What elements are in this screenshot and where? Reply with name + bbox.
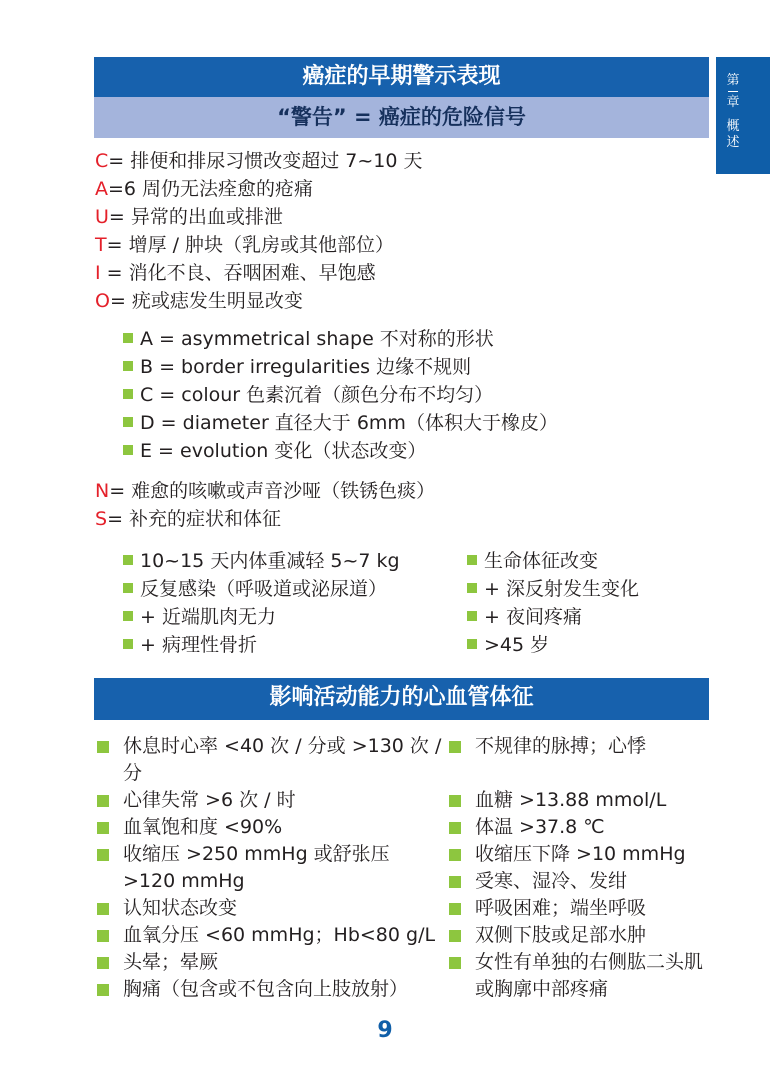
green-square-bullet-icon — [123, 417, 133, 427]
green-square-bullet-icon — [467, 583, 477, 593]
caution-text: =6 周仍无法痊愈的疮痛 — [108, 178, 314, 200]
green-square-bullet-icon — [467, 611, 477, 621]
chapter-tab-char: 概 — [726, 119, 740, 134]
caution-letter: C — [95, 150, 109, 172]
green-square-bullet-icon — [449, 930, 461, 942]
list-item — [467, 547, 639, 575]
caution-text: = 补充的症状和体征 — [107, 508, 282, 530]
list-item — [467, 603, 639, 631]
green-square-bullet-icon — [97, 741, 109, 753]
list-item — [449, 787, 714, 814]
list-item-text: 胸痛（包含或不包含向上肢放射） — [123, 978, 409, 1000]
supplementary-symptoms-left — [123, 547, 400, 659]
spacer — [449, 760, 714, 787]
list-item-text: 双侧下肢或足部水肿 — [475, 924, 647, 946]
list-item-text: >45 岁 — [484, 634, 550, 656]
list-item-text: 呼吸困难；端坐呼吸 — [475, 897, 647, 919]
caution-text: = 难愈的咳嗽或声音沙哑（铁锈色痰） — [109, 480, 436, 502]
chapter-tab-char: 第 — [726, 73, 740, 88]
green-square-bullet-icon — [97, 849, 109, 861]
list-item-text: 认知状态改变 — [123, 897, 238, 919]
green-square-bullet-icon — [449, 741, 461, 753]
chapter-tab-char: 述 — [726, 135, 740, 150]
caution-text: = 消化不良、吞咽困难、早饱感 — [100, 262, 376, 284]
list-item — [123, 603, 400, 631]
list-item-text: 休息时心率 <40 次 / 分或 >130 次 / 分 — [123, 735, 442, 784]
caution-letter: U — [95, 206, 109, 228]
cv-section-title: 影响活动能力的心血管体征 — [94, 678, 709, 718]
list-item-text: D = diameter 直径大于 6mm（体积大于橡皮） — [140, 412, 558, 434]
green-square-bullet-icon — [123, 555, 133, 565]
list-item-text: 血氧饱和度 <90% — [123, 816, 283, 838]
green-square-bullet-icon — [97, 957, 109, 969]
list-item — [97, 949, 447, 976]
chapter-tab-rule — [728, 91, 738, 92]
list-item-text: B = border irregularities 边缘不规则 — [140, 356, 472, 378]
list-item-text: + 近端肌肉无力 — [140, 606, 276, 628]
caution-text: = 增厚 / 肿块（乳房或其他部位） — [106, 234, 395, 256]
list-item — [97, 976, 447, 1003]
green-square-bullet-icon — [449, 876, 461, 888]
list-item-text: 体温 >37.8 ℃ — [475, 816, 605, 838]
melanoma-abcde-list — [123, 325, 558, 465]
list-item-text: 血氧分压 <60 mmHg；Hb<80 g/L — [123, 924, 436, 946]
caution-letter: T — [95, 234, 107, 256]
caution-letter: O — [95, 290, 110, 312]
list-item — [449, 868, 714, 895]
list-item-text: 心律失常 >6 次 / 时 — [123, 789, 296, 811]
green-square-bullet-icon — [449, 957, 461, 969]
green-square-bullet-icon — [97, 984, 109, 996]
green-square-bullet-icon — [123, 583, 133, 593]
green-square-bullet-icon — [97, 795, 109, 807]
list-item — [97, 787, 447, 814]
chapter-tab — [716, 57, 770, 174]
caution-letter: N — [95, 480, 110, 502]
supplementary-symptoms-right — [467, 547, 639, 659]
list-item — [97, 922, 447, 949]
list-item-text: + 深反射发生变化 — [484, 578, 639, 600]
warning-section-subtitle: “警告” = 癌症的危险信号 — [94, 97, 709, 138]
green-square-bullet-icon — [97, 930, 109, 942]
list-item-text: + 夜间疼痛 — [484, 606, 582, 628]
caution-item — [95, 231, 423, 259]
list-item — [449, 841, 714, 868]
list-item-text: 反复感染（呼吸道或泌尿道） — [140, 578, 388, 600]
list-item-text: 血糖 >13.88 mmol/L — [475, 789, 667, 811]
list-item-text: 女性有单独的右侧肱二头肌或胸廓中部疼痛 — [475, 951, 704, 1000]
list-item-text: 生命体征改变 — [484, 550, 599, 572]
cv-signs-right — [449, 733, 714, 1003]
list-item — [97, 895, 447, 922]
list-item — [123, 631, 400, 659]
caution-text: = 疣或痣发生明显改变 — [109, 290, 303, 312]
list-item-text: 不规律的脉搏；心悸 — [475, 735, 647, 757]
list-item-text: C = colour 色素沉着（颜色分布不均匀） — [140, 384, 494, 406]
list-item — [467, 631, 639, 659]
warning-section-title: 癌症的早期警示表现 — [94, 57, 709, 97]
list-item — [449, 949, 714, 1003]
list-item — [123, 575, 400, 603]
list-item — [449, 895, 714, 922]
green-square-bullet-icon — [123, 361, 133, 371]
list-item-text: 收缩压 >250 mmHg 或舒张压 >120 mmHg — [123, 843, 390, 892]
green-square-bullet-icon — [467, 555, 477, 565]
caution-list — [95, 147, 423, 315]
green-square-bullet-icon — [123, 389, 133, 399]
list-item — [97, 841, 447, 895]
list-item — [97, 733, 447, 787]
list-item — [449, 922, 714, 949]
list-item-text: 收缩压下降 >10 mmHg — [475, 843, 686, 865]
list-item — [123, 325, 558, 353]
caution-item — [95, 287, 423, 315]
green-square-bullet-icon — [449, 903, 461, 915]
caution-text: = 排便和排尿习惯改变超过 7~10 天 — [108, 150, 423, 172]
caution-letter: S — [95, 508, 108, 530]
green-square-bullet-icon — [449, 849, 461, 861]
list-item — [449, 814, 714, 841]
caution-item — [95, 477, 435, 505]
list-item — [123, 547, 400, 575]
caution-item — [95, 259, 423, 287]
caution-list-continued — [95, 477, 435, 533]
cv-signs-left — [97, 733, 447, 1003]
caution-item — [95, 175, 423, 203]
green-square-bullet-icon — [467, 639, 477, 649]
caution-item — [95, 505, 435, 533]
green-square-bullet-icon — [97, 903, 109, 915]
list-item — [467, 575, 639, 603]
green-square-bullet-icon — [123, 445, 133, 455]
green-square-bullet-icon — [449, 795, 461, 807]
list-item — [123, 353, 558, 381]
green-square-bullet-icon — [123, 333, 133, 343]
list-item — [123, 437, 558, 465]
caution-text: = 异常的出血或排泄 — [108, 206, 283, 228]
green-square-bullet-icon — [123, 639, 133, 649]
list-item-text: A = asymmetrical shape 不对称的形状 — [140, 328, 494, 350]
green-square-bullet-icon — [97, 822, 109, 834]
list-item-text: E = evolution 变化（状态改变） — [140, 440, 427, 462]
list-item-text: + 病理性骨折 — [140, 634, 257, 656]
list-item-text: 10~15 天内体重减轻 5~7 kg — [140, 550, 400, 572]
green-square-bullet-icon — [449, 822, 461, 834]
caution-letter: A — [95, 178, 108, 200]
green-square-bullet-icon — [123, 611, 133, 621]
caution-item — [95, 203, 423, 231]
list-item-text: 头晕；晕厥 — [123, 951, 219, 973]
list-item-text: 受寒、湿冷、发绀 — [475, 870, 628, 892]
list-item — [123, 381, 558, 409]
list-item — [449, 733, 714, 760]
caution-letter: I — [95, 262, 101, 284]
chapter-tab-char: 章 — [726, 95, 740, 110]
list-item — [123, 409, 558, 437]
list-item — [97, 814, 447, 841]
caution-item — [95, 147, 423, 175]
page-number: 9 — [377, 1018, 393, 1043]
